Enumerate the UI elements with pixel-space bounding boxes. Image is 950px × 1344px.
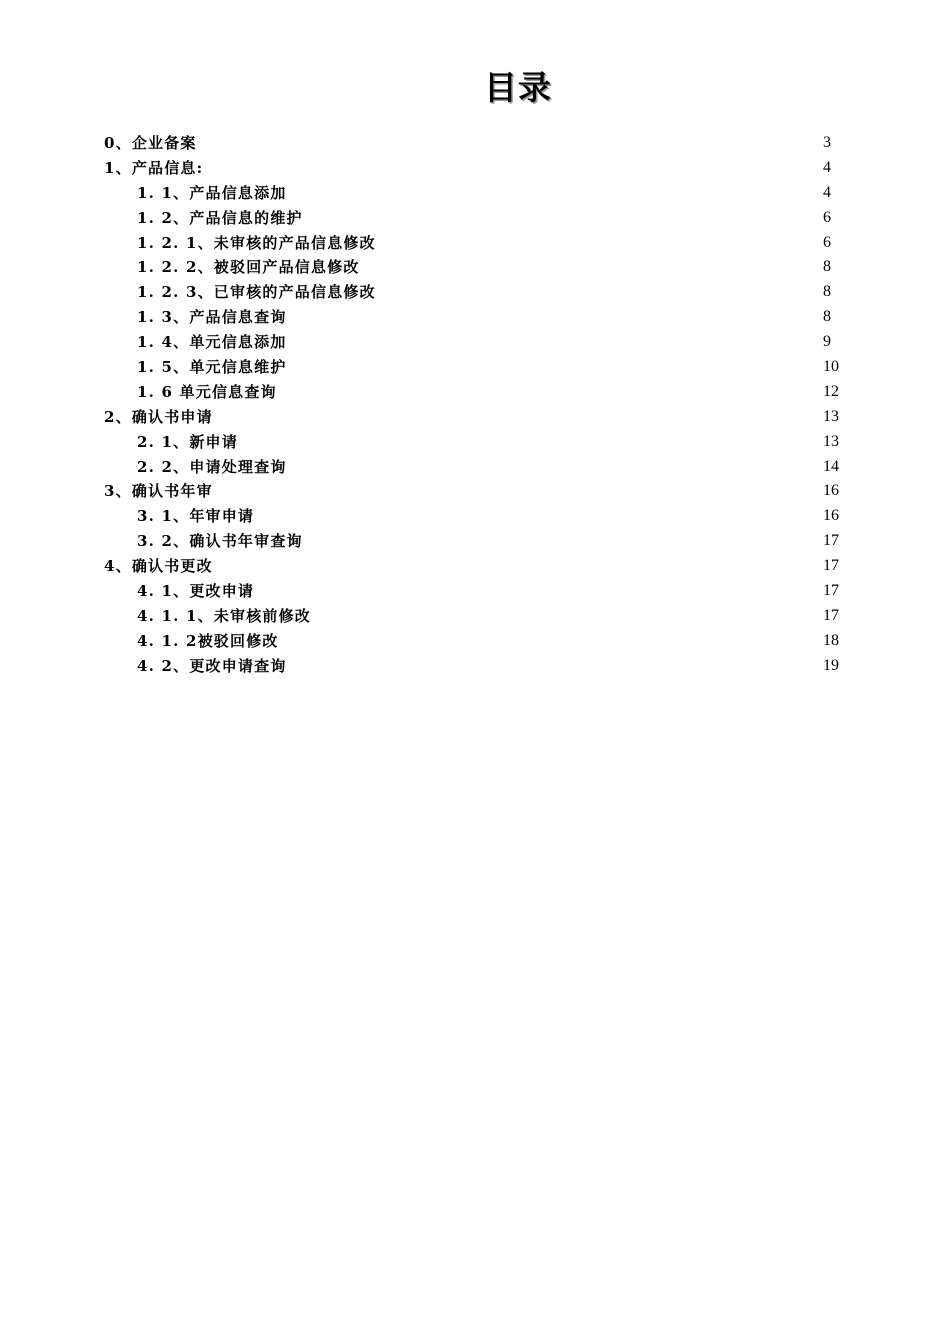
toc-entry[interactable]: [0, 554, 950, 579]
toc-entry-page: 17: [823, 532, 839, 550]
toc-entry-label: 4. 1、更改申请: [137, 582, 255, 601]
toc-entry[interactable]: [0, 455, 950, 480]
page-title: 目录: [484, 68, 552, 107]
table-of-contents: [0, 131, 950, 679]
toc-entry-page: 4: [823, 158, 831, 176]
toc-entry-page: 6: [823, 208, 831, 226]
toc-entry-label: 3、确认书年审: [104, 482, 213, 501]
toc-entry[interactable]: [0, 430, 950, 455]
toc-entry-label: 1. 2. 2、被驳回产品信息修改: [137, 258, 360, 277]
toc-entry-label: 3. 1、年审申请: [137, 507, 255, 526]
toc-entry[interactable]: [0, 255, 950, 280]
toc-entry-label: 0、企业备案: [104, 134, 197, 152]
toc-entry[interactable]: [0, 604, 950, 629]
toc-entry[interactable]: [0, 629, 950, 654]
toc-entry-page: 9: [823, 333, 831, 351]
toc-entry-page: 19: [823, 656, 839, 674]
toc-entry-page: 17: [823, 606, 839, 624]
toc-entry[interactable]: [0, 504, 950, 529]
toc-entry-page: 4: [823, 183, 831, 201]
toc-entry-page: 8: [823, 308, 831, 326]
toc-entry-label: 3. 2、确认书年审查询: [137, 532, 303, 551]
toc-entry-label: 1. 4、单元信息添加: [137, 333, 287, 352]
toc-entry[interactable]: [0, 654, 950, 679]
toc-entry[interactable]: [0, 330, 950, 355]
toc-entry-label: 2. 2、申请处理查询: [137, 457, 287, 476]
toc-entry[interactable]: [0, 355, 950, 380]
toc-entry-page: 12: [823, 382, 839, 400]
toc-entry-label: 1. 3、产品信息查询: [137, 308, 287, 327]
toc-entry-label: 4、确认书更改: [104, 557, 213, 576]
toc-entry-label: 4. 1. 2被驳回修改: [137, 631, 279, 650]
toc-entry[interactable]: [0, 206, 950, 231]
toc-entry-page: 13: [823, 432, 839, 450]
toc-entry-page: 6: [823, 233, 831, 251]
toc-entry-label: 2. 1、新申请: [137, 432, 238, 451]
toc-entry-label: 1. 6 单元信息查询: [137, 382, 277, 401]
toc-entry-page: 16: [823, 482, 839, 500]
toc-entry-page: 17: [823, 582, 839, 600]
toc-entry-label: 1. 2. 3、已审核的产品信息修改: [137, 283, 376, 302]
toc-entry-label: 4. 2、更改申请查询: [137, 656, 287, 675]
toc-entry-page: 18: [823, 631, 839, 649]
toc-entry[interactable]: [0, 231, 950, 256]
toc-entry[interactable]: [0, 479, 950, 504]
toc-entry-page: 3: [823, 134, 831, 151]
toc-entry-label: 1. 2、产品信息的维护: [137, 208, 303, 227]
toc-entry[interactable]: [0, 131, 950, 156]
toc-entry-label: 1. 5、单元信息维护: [137, 358, 287, 377]
toc-entry-page: 14: [823, 457, 839, 475]
toc-entry-label: 2、确认书申请: [104, 407, 213, 426]
toc-entry-page: 17: [823, 557, 839, 575]
toc-entry-page: 13: [823, 407, 839, 425]
toc-entry-label: 1. 2. 1、未审核的产品信息修改: [137, 233, 376, 252]
toc-entry-page: 8: [823, 283, 831, 301]
toc-entry[interactable]: [0, 305, 950, 330]
toc-entry[interactable]: [0, 380, 950, 405]
toc-entry-page: 8: [823, 258, 831, 276]
toc-entry-label: 1. 1、产品信息添加: [137, 183, 287, 202]
toc-entry[interactable]: [0, 280, 950, 305]
toc-entry[interactable]: [0, 405, 950, 430]
toc-entry-label: 4. 1. 1、未审核前修改: [137, 606, 312, 625]
toc-entry-page: 16: [823, 507, 839, 525]
toc-entry-page: 10: [823, 358, 839, 376]
toc-entry[interactable]: [0, 579, 950, 604]
toc-entry[interactable]: [0, 529, 950, 554]
toc-entry[interactable]: [0, 156, 950, 181]
toc-entry-label: 1、产品信息:: [104, 158, 204, 177]
toc-entry[interactable]: [0, 181, 950, 206]
